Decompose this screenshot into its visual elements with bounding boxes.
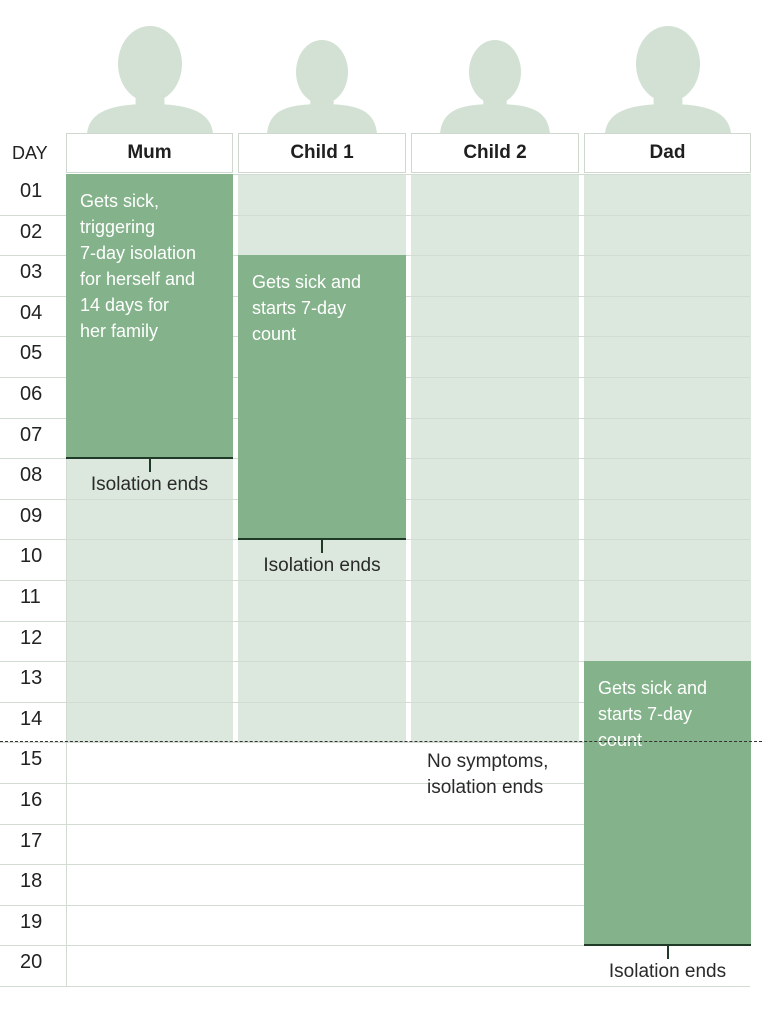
person-column-header: Child 1 — [238, 133, 406, 173]
day-column-header: DAY — [12, 143, 48, 163]
day-label: 16 — [20, 789, 43, 811]
grid-line — [0, 580, 750, 581]
isolation-end-label: Isolation ends — [263, 555, 381, 577]
family-isolation-end-dashed-line — [0, 741, 762, 742]
sick-note: Gets sick and starts 7-day count — [598, 678, 708, 751]
person-column-header: Child 2 — [411, 133, 579, 173]
day-label: 02 — [20, 220, 43, 243]
grid-line — [0, 621, 750, 622]
person-silhouette-icon — [237, 14, 407, 134]
isolation-end-label: Isolation ends — [90, 474, 209, 496]
isolation-end-label: No symptoms, isolation ends — [427, 751, 549, 799]
day-label: 15 — [20, 748, 43, 771]
day-label: 14 — [20, 707, 43, 730]
person-silhouette-icon — [65, 14, 235, 134]
day-label: 19 — [20, 910, 43, 933]
day-label: 18 — [20, 870, 43, 893]
sick-note: Gets sick, triggering 7-day isolation for herself and 14 days for her family — [80, 191, 197, 341]
day-label: 10 — [20, 545, 43, 568]
person-silhouette-icon — [410, 14, 580, 134]
isolation-end-tick — [149, 458, 151, 472]
day-label: 09 — [20, 504, 43, 527]
day-label: 07 — [20, 423, 43, 446]
grid-line — [0, 986, 750, 987]
isolation-end-label: Isolation ends — [608, 961, 727, 983]
isolation-end-tick — [321, 539, 323, 553]
person-column-header: Dad — [584, 133, 751, 173]
person-column-header: Mum — [66, 133, 233, 173]
day-label: 05 — [20, 342, 43, 365]
isolation-end-tick — [667, 945, 669, 959]
day-label: 03 — [20, 261, 43, 284]
person-silhouette-icon — [583, 14, 753, 134]
day-label: 20 — [20, 951, 43, 974]
day-label: 11 — [20, 586, 41, 608]
day-label: 08 — [20, 464, 43, 487]
day-label: 12 — [20, 626, 43, 649]
day-label: 01 — [20, 180, 43, 202]
day-label: 06 — [20, 383, 43, 405]
day-label: 04 — [20, 301, 43, 324]
day-label: 13 — [20, 667, 43, 690]
sick-note: Gets sick and starts 7-day count — [252, 272, 362, 345]
day-label: 17 — [20, 829, 43, 852]
